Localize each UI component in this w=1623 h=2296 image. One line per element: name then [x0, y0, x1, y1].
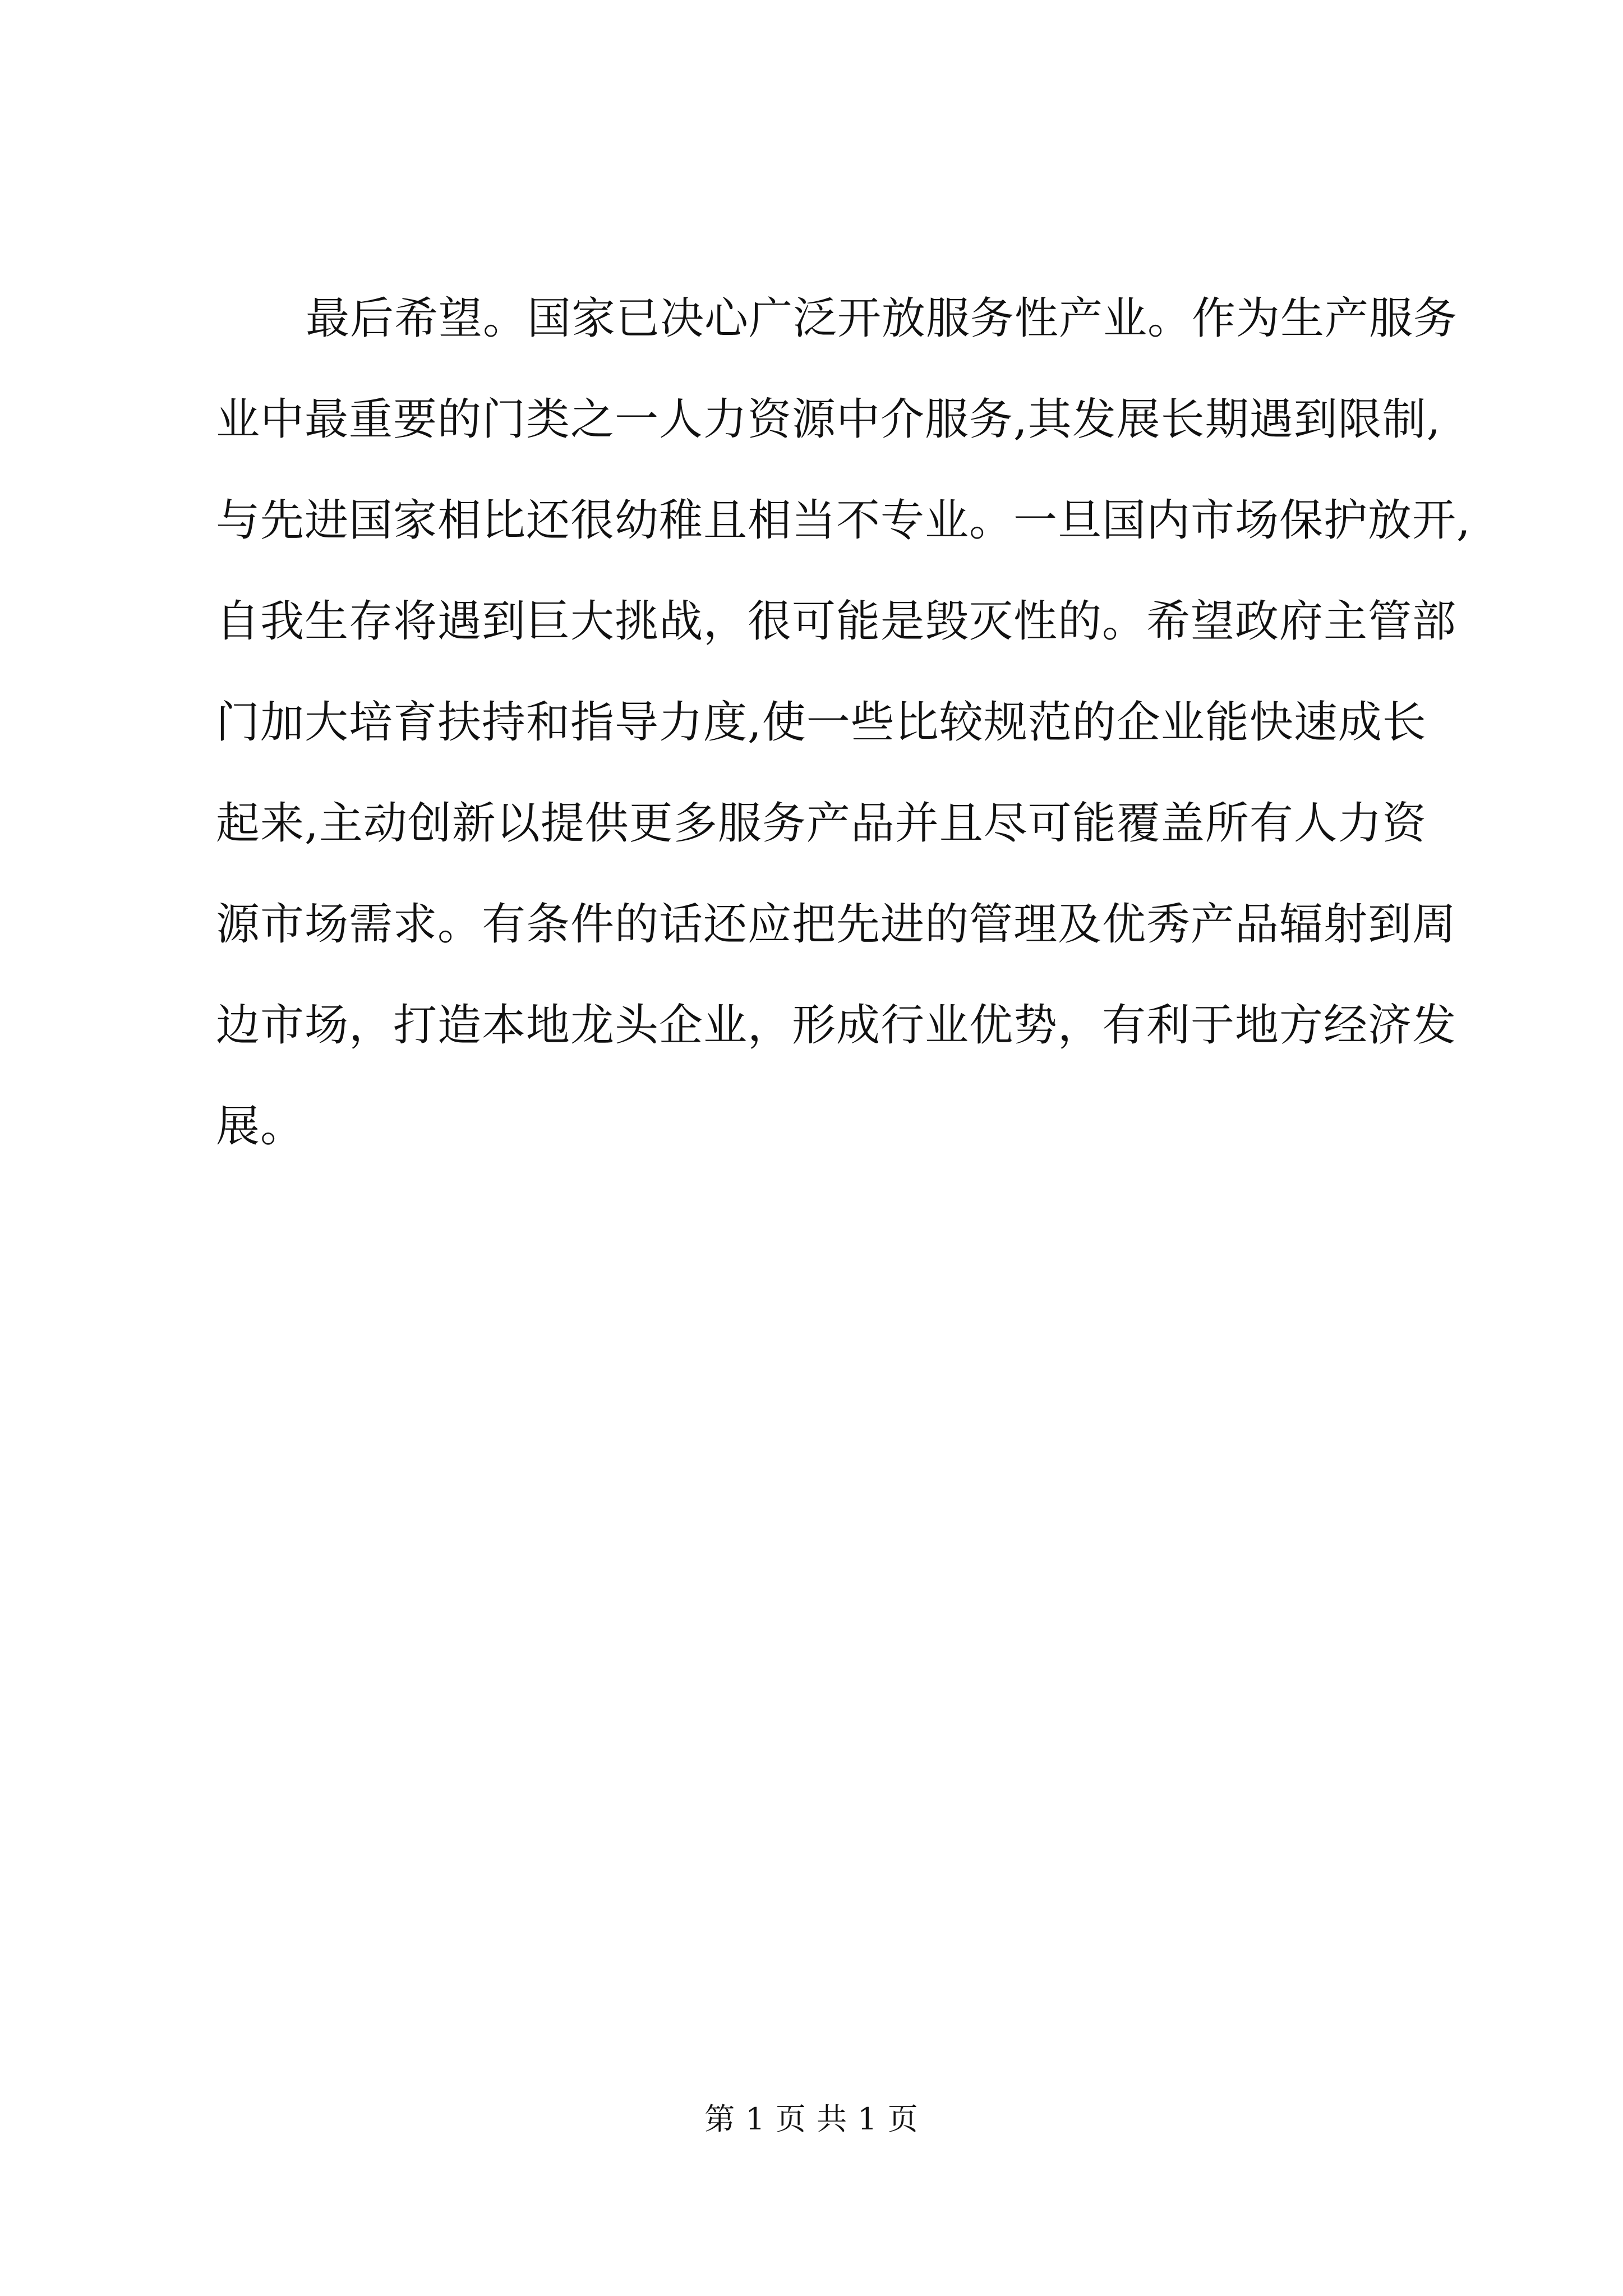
- paragraph-line: 源市场需求。有条件的话还应把先进的管理及优秀产品辐射到周: [216, 899, 1457, 950]
- body-paragraph: [216, 268, 1478, 1177]
- paragraph-line: 与先进国家相比还很幼稚且相当不专业。一旦国内市场保护放开,: [216, 495, 1471, 546]
- paragraph-line: 最后希望。国家已决心广泛开放服务性产业。作为生产服务: [306, 293, 1458, 344]
- paragraph-line: 自我生存将遇到巨大挑战，很可能是毁灭性的。希望政府主管部: [216, 596, 1457, 647]
- paragraph-line: 边市场，打造本地龙头企业，形成行业优势，有利于地方经济发: [216, 1000, 1457, 1051]
- paragraph-line: 业中最重要的门类之一人力资源中介服务,其发展长期遇到限制,: [216, 394, 1441, 445]
- paragraph-line: 门加大培育扶持和指导力度,使一些比较规范的企业能快速成长: [216, 697, 1427, 748]
- page-footer: 第 1 页 共 1 页: [704, 2101, 919, 2137]
- paragraph-line: 展。: [216, 1101, 305, 1152]
- paragraph-line: 起来,主动创新以提供更多服务产品并且尽可能覆盖所有人力资: [216, 798, 1427, 849]
